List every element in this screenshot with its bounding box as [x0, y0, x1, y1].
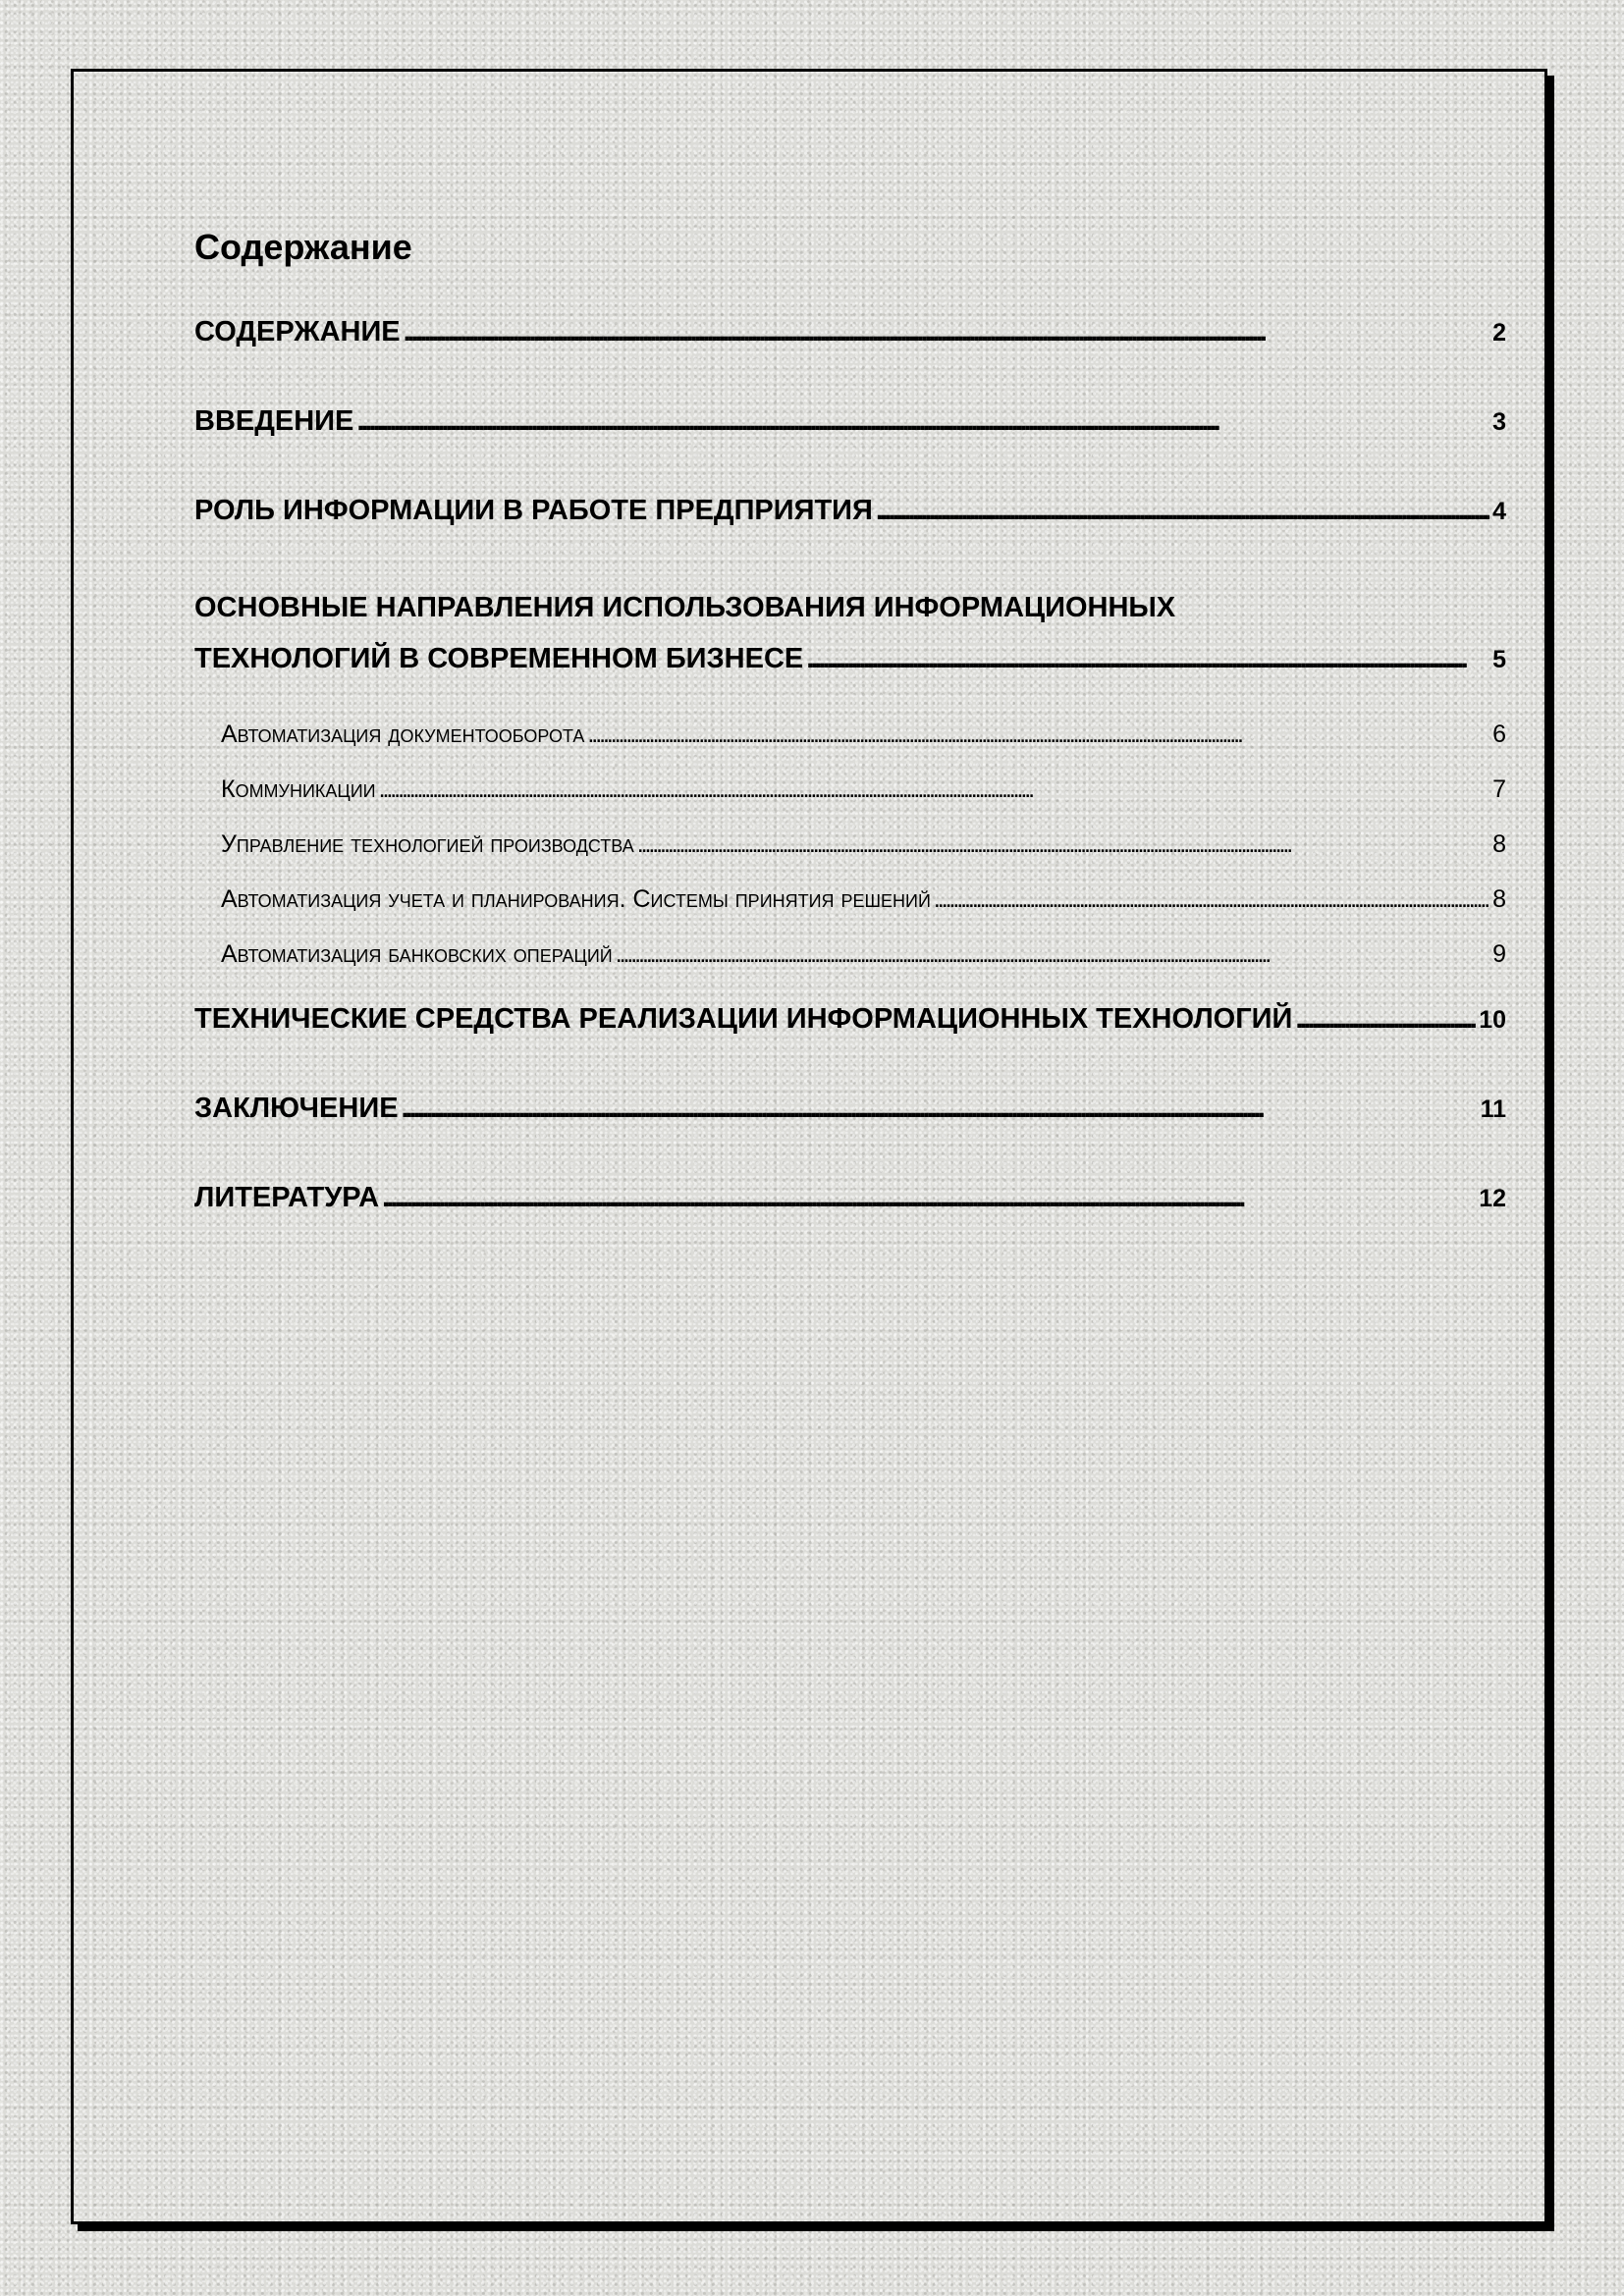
toc-subentry-label: Автоматизация банковских операций [221, 940, 613, 968]
dot-leader [587, 707, 1489, 762]
dot-leader [1295, 1001, 1476, 1037]
toc-entry-label-line1: ОСНОВНЫЕ НАПРАВЛЕНИЯ ИСПОЛЬЗОВАНИЯ ИНФОРМАЦИОННЫХ [194, 592, 1176, 623]
dot-leader [356, 403, 1489, 439]
toc-page-number: 7 [1492, 775, 1506, 803]
toc-page-number: 3 [1492, 408, 1506, 436]
toc-entry-label: ЗАКЛЮЧЕНИЕ [194, 1093, 399, 1124]
toc-entry[interactable] [194, 314, 1506, 350]
toc-entry-label: СОДЕРЖАНИЕ [194, 316, 401, 347]
toc-page-number: 11 [1480, 1095, 1506, 1123]
dot-leader [616, 927, 1489, 982]
toc-entry-label: РОЛЬ ИНФОРМАЦИИ В РАБОТЕ ПРЕДПРИЯТИЯ [194, 495, 873, 526]
toc-page-number: 8 [1492, 885, 1506, 913]
toc-page-number: 5 [1492, 646, 1506, 673]
toc-subentry-label: Управление технологией производства [221, 830, 634, 858]
toc-entry[interactable] [194, 1001, 1506, 1038]
toc-page-number: 2 [1492, 319, 1506, 347]
toc-page-number: 10 [1479, 1006, 1506, 1034]
dot-leader [637, 817, 1489, 872]
dot-leader [876, 493, 1489, 528]
dot-leader [379, 762, 1489, 817]
table-of-contents [194, 226, 1506, 1216]
toc-subentry-label: Автоматизация документооборота [221, 721, 585, 748]
toc-page-number: 9 [1492, 940, 1506, 968]
toc-sublist [194, 707, 1506, 982]
toc-subentry[interactable] [194, 817, 1506, 872]
toc-page-number: 4 [1492, 498, 1506, 525]
toc-subentry-label: Автоматизация учета и планирования. Системы принятия решений [221, 885, 931, 913]
toc-subentry[interactable] [194, 927, 1506, 982]
toc-entry[interactable] [194, 1180, 1506, 1216]
dot-leader [934, 872, 1489, 927]
toc-entry[interactable] [194, 582, 1506, 685]
toc-page-number: 6 [1492, 721, 1506, 748]
toc-entry-label: ЛИТЕРАТУРА [194, 1182, 380, 1213]
toc-entry[interactable] [194, 1091, 1506, 1127]
toc-subentry[interactable] [194, 872, 1506, 927]
toc-subentry[interactable] [194, 707, 1506, 762]
toc-entry-label: ВВЕДЕНИЕ [194, 405, 354, 437]
dot-leader [806, 633, 1489, 684]
toc-page-number: 12 [1479, 1185, 1506, 1212]
toc-entry[interactable] [194, 403, 1506, 440]
dot-leader [404, 314, 1489, 349]
dot-leader [382, 1180, 1476, 1215]
toc-subentry[interactable] [194, 762, 1506, 817]
toc-entry[interactable] [194, 493, 1506, 529]
dot-leader [402, 1091, 1478, 1126]
toc-entry-label-line2: ТЕХНОЛОГИЙ В СОВРЕМЕННОМ БИЗНЕСЕ [194, 643, 804, 674]
toc-entry-label: ТЕХНИЧЕСКИЕ СРЕДСТВА РЕАЛИЗАЦИИ ИНФОРМАЦИОННЫХ ТЕХНОЛОГИЙ [194, 1003, 1293, 1035]
toc-page-number: 8 [1492, 830, 1506, 858]
toc-subentry-label: Коммуникации [221, 775, 376, 803]
toc-title: Содержание [194, 227, 412, 267]
